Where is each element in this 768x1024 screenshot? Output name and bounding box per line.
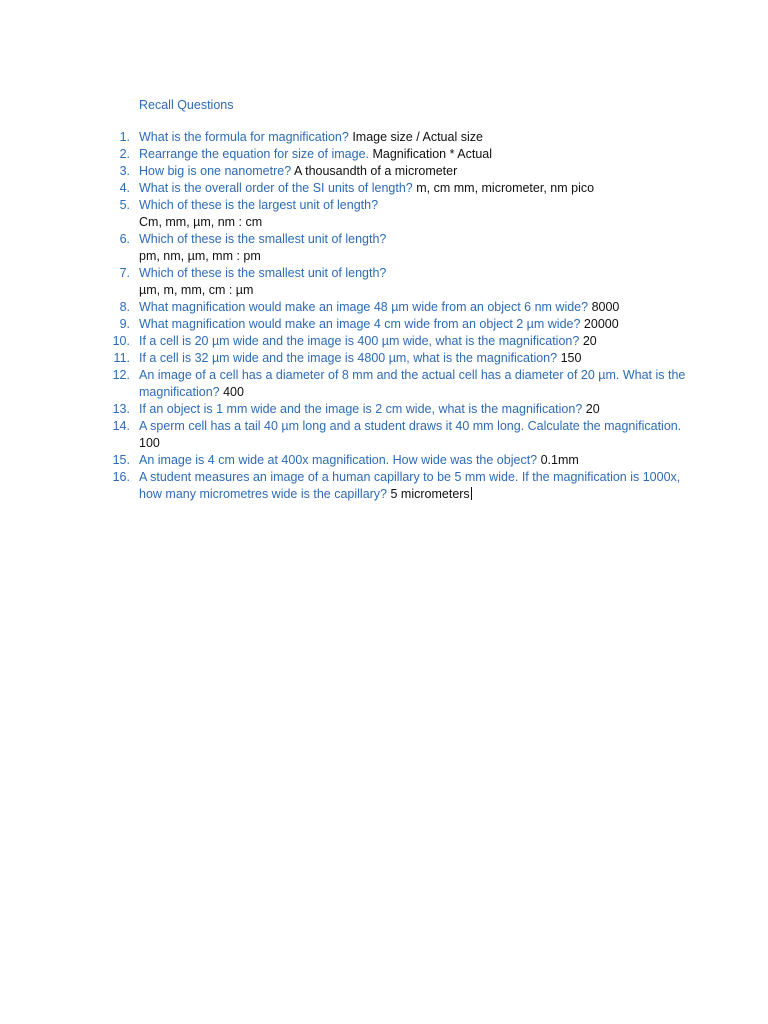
question-text: What is the formula for magnification?: [139, 130, 349, 144]
question-text: An image of a cell has a diameter of 8 mm and the actual cell has a diameter of 20 µm. What is the magnification?: [139, 368, 686, 399]
question-body: [139, 452, 688, 469]
question-body: [139, 316, 688, 333]
list-item: [108, 299, 688, 316]
list-item: [108, 129, 688, 146]
question-body: [139, 180, 688, 197]
question-number: 9.: [119, 317, 130, 331]
answer-text: µm, m, mm, cm : µm: [139, 283, 254, 297]
question-number: 11.: [113, 351, 130, 365]
question-text: What magnification would make an image 4 cm wide from an object 2 µm wide?: [139, 317, 581, 331]
answer-text: 0.1mm: [540, 453, 579, 467]
question-text: An image is 4 cm wide at 400x magnification. How wide was the object?: [139, 453, 538, 467]
list-item: [108, 401, 688, 418]
answer-text: 100: [139, 436, 160, 450]
question-text: Which of these is the smallest unit of length?: [139, 232, 387, 246]
answer-text: Image size / Actual size: [352, 130, 483, 144]
answer-text: Cm, mm, µm, nm : cm: [139, 215, 263, 229]
question-number: 5.: [119, 198, 130, 212]
list-item: [108, 418, 688, 452]
answer-text: 20: [585, 402, 600, 416]
answer-text: pm, nm, µm, mm : pm: [139, 249, 261, 263]
list-item: [108, 367, 688, 401]
text-cursor: [471, 487, 472, 500]
question-body: [139, 146, 688, 163]
question-number: 10.: [112, 334, 130, 348]
answer-text: 20000: [583, 317, 619, 331]
list-item: [108, 197, 688, 231]
question-body: [139, 129, 688, 146]
question-number: 12.: [112, 368, 130, 382]
answer-text: 150: [560, 351, 582, 365]
question-body: [139, 469, 688, 503]
question-body: [139, 350, 688, 367]
answer-text: 20: [582, 334, 597, 348]
question-text: Rearrange the equation for size of image.: [139, 147, 369, 161]
question-number: 15.: [112, 453, 130, 467]
question-body: [139, 367, 688, 401]
answer-text: 400: [223, 385, 244, 399]
question-text: If a cell is 20 µm wide and the image is 400 µm wide, what is the magnification?: [139, 334, 580, 348]
answer-text: 8000: [591, 300, 620, 314]
list-item: [108, 316, 688, 333]
list-item: [108, 146, 688, 163]
answer-text: 5 micrometers: [390, 487, 470, 501]
list-item: [108, 163, 688, 180]
question-number: 8.: [119, 300, 130, 314]
question-text: If a cell is 32 µm wide and the image is 4800 µm, what is the magnification?: [139, 351, 558, 365]
question-body: [139, 299, 688, 316]
list-item: [108, 452, 688, 469]
question-number: 13.: [112, 402, 130, 416]
question-number: 1.: [119, 130, 130, 144]
question-number: 7.: [119, 266, 130, 280]
question-body: [139, 333, 688, 350]
question-text: Which of these is the smallest unit of length?: [139, 266, 387, 280]
answer-text: Magnification * Actual: [372, 147, 492, 161]
list-item: [108, 333, 688, 350]
question-number: 16.: [112, 470, 130, 484]
question-number: 3.: [119, 164, 130, 178]
answer-text: A thousandth of a micrometer: [293, 164, 458, 178]
question-body: [139, 197, 688, 231]
question-text: A sperm cell has a tail 40 µm long and a student draws it 40 mm long. Calculate the magnification.: [139, 419, 682, 433]
question-text: How big is one nanometre?: [139, 164, 292, 178]
answer-text: m, cm mm, micrometer, nm pico: [416, 181, 595, 195]
document-heading: Recall Questions: [139, 98, 234, 112]
question-text: What magnification would make an image 48 µm wide from an object 6 nm wide?: [139, 300, 589, 314]
question-list: [108, 129, 688, 503]
question-text: If an object is 1 mm wide and the image is 2 cm wide, what is the magnification?: [139, 402, 583, 416]
question-text: What is the overall order of the SI units of length?: [139, 181, 413, 195]
list-item: [108, 180, 688, 197]
question-number: 4.: [119, 181, 130, 195]
question-number: 6.: [119, 232, 130, 246]
question-number: 14.: [112, 419, 130, 433]
question-body: [139, 265, 688, 299]
question-body: [139, 163, 688, 180]
list-item: [108, 231, 688, 265]
question-body: [139, 401, 688, 418]
list-item: [108, 350, 688, 367]
list-item: [108, 469, 688, 503]
question-number: 2.: [119, 147, 130, 161]
question-body: [139, 418, 688, 452]
list-item: [108, 265, 688, 299]
question-text: A student measures an image of a human capillary to be 5 mm wide. If the magnification is 1000x, how many micrometres wide is the capillary?: [139, 470, 681, 501]
question-body: [139, 231, 688, 265]
question-text: Which of these is the largest unit of length?: [139, 198, 379, 212]
